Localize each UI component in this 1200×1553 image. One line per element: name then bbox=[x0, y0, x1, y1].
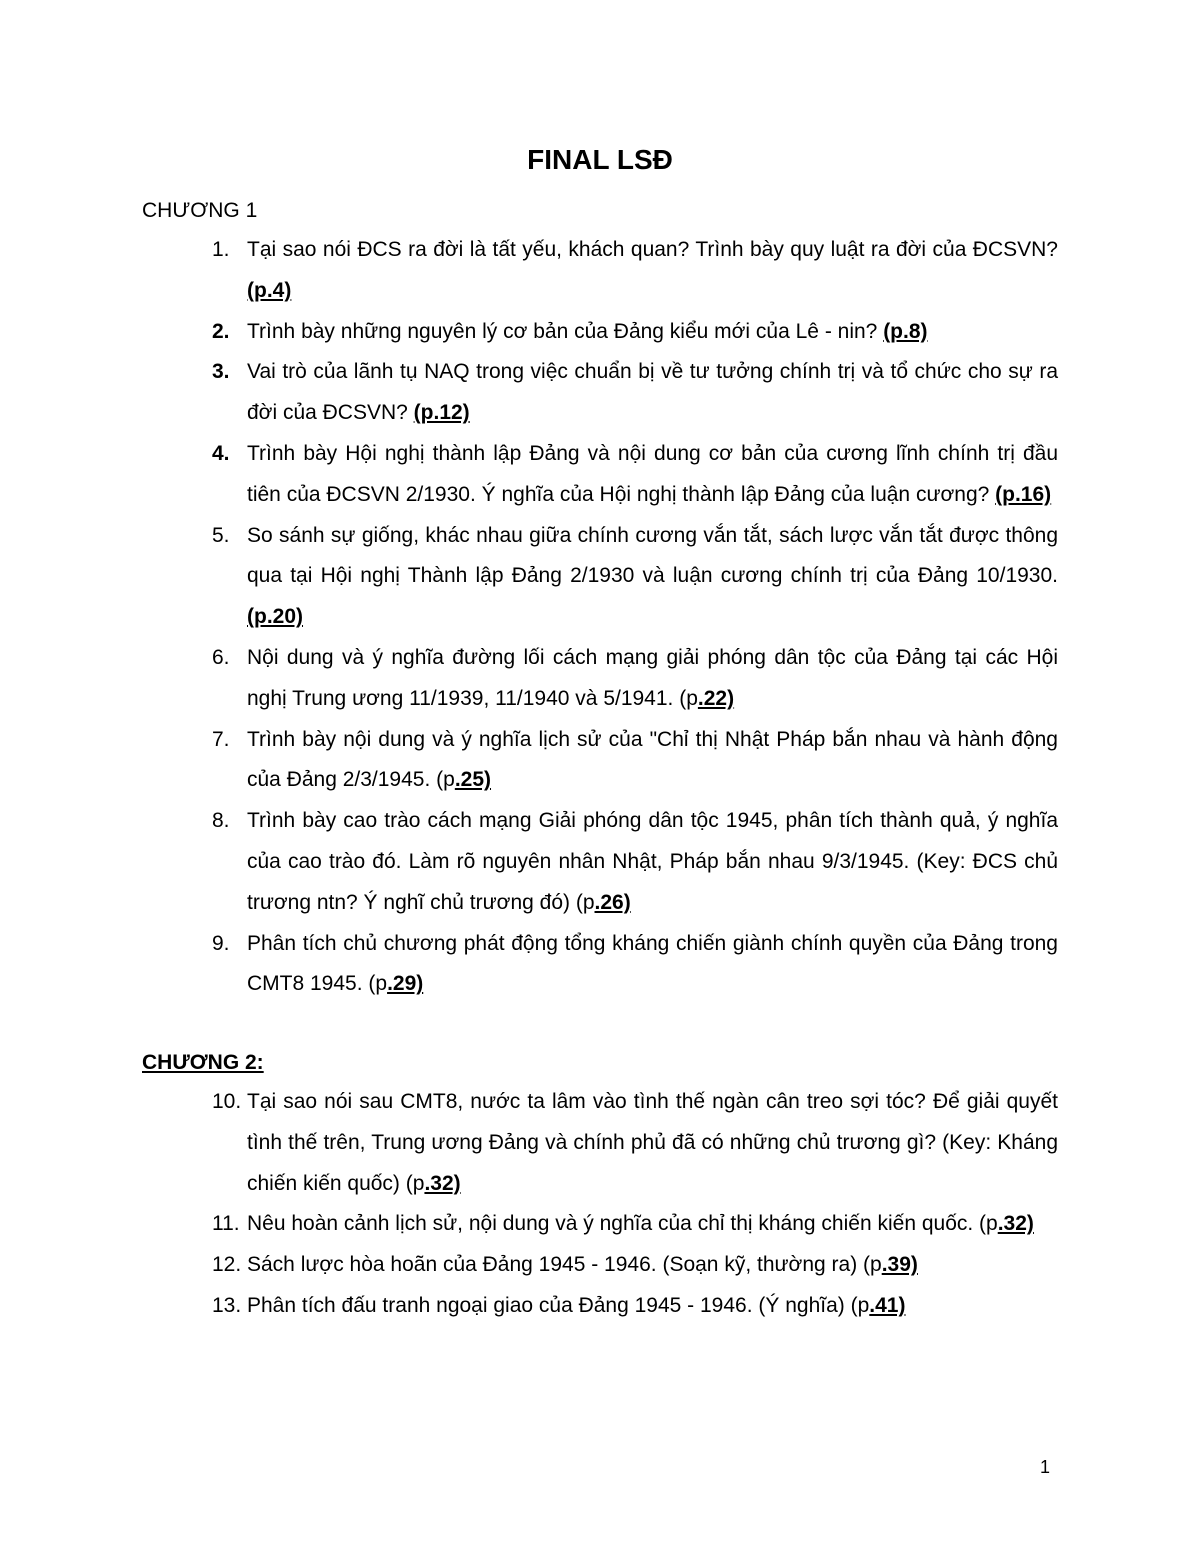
page-number: 1 bbox=[1040, 1457, 1051, 1477]
page-reference: .25) bbox=[454, 768, 492, 792]
question-text: So sánh sự giống, khác nhau giữa chính cương vắn tắt, sách lược vắn tắt được thông qua tại Hội nghị Thành lập Đảng 2/1930 và luận cương chính trị của Đảng 10/1930. bbox=[247, 523, 1058, 588]
page-title: FINAL LSĐ bbox=[527, 144, 673, 175]
question-item bbox=[212, 720, 1058, 802]
page-reference: (p.20) bbox=[247, 605, 304, 629]
page-reference: (p.12) bbox=[413, 401, 470, 425]
question-number: 12. bbox=[212, 1253, 242, 1277]
question-text: Sách lược hòa hoãn của Đảng 1945 - 1946. (Soạn kỹ, thường ra) (p bbox=[247, 1253, 882, 1277]
page-reference: .39) bbox=[881, 1253, 918, 1277]
question-item bbox=[212, 924, 1058, 1006]
question-text: Trình bày Hội nghị thành lập Đảng và nội dung cơ bản của cương lĩnh chính trị đầu tiên của ĐCSVN 2/1930. Ý nghĩa của Hội nghị thành lập Đảng của luận cương? bbox=[247, 441, 1058, 506]
question-text: Nội dung và ý nghĩa đường lối cách mạng giải phóng dân tộc của Đảng tại các Hội nghị Trung ương 11/1939, 11/1940 và 5/1941. (p bbox=[247, 645, 1058, 710]
question-text: Trình bày những nguyên lý cơ bản của Đảng kiểu mới của Lê - nin? bbox=[247, 319, 884, 343]
question-list bbox=[212, 230, 1058, 1005]
page-reference: (p.16) bbox=[995, 482, 1052, 506]
question-number: 5. bbox=[212, 523, 230, 547]
page-reference: (p.4) bbox=[247, 278, 292, 302]
question-item bbox=[212, 516, 1058, 638]
question-item bbox=[212, 638, 1058, 720]
question-number: 8. bbox=[212, 809, 230, 833]
question-text: Trình bày cao trào cách mạng Giải phóng dân tộc 1945, phân tích thành quả, ý nghĩa của cao trào đó. Làm rõ nguyên nhân Nhật, Pháp bắn nhau 9/3/1945. (Key: ĐCS chủ trương ntn? Ý nghĩ chủ trương đó) (p bbox=[247, 809, 1058, 914]
page-reference: .32) bbox=[997, 1212, 1034, 1236]
question-text: Vai trò của lãnh tụ NAQ trong việc chuẩn bị về tư tưởng chính trị và tổ chức cho sự ra đời của ĐCSVN? bbox=[247, 360, 1058, 425]
question-number: 6. bbox=[212, 645, 230, 669]
question-number: 13. bbox=[212, 1293, 242, 1317]
question-number: 2. bbox=[212, 319, 230, 343]
question-item bbox=[212, 352, 1058, 434]
question-number: 7. bbox=[212, 727, 230, 751]
page-reference: .22) bbox=[697, 686, 735, 710]
question-item bbox=[212, 1245, 1058, 1286]
page-reference: .32) bbox=[424, 1171, 461, 1195]
question-number: 9. bbox=[212, 931, 230, 955]
question-item bbox=[212, 230, 1058, 312]
question-item bbox=[212, 434, 1058, 516]
question-item bbox=[212, 1286, 1058, 1327]
question-text: Nêu hoàn cảnh lịch sử, nội dung và ý nghĩa của chỉ thị kháng chiến kiến quốc. (p bbox=[247, 1212, 998, 1236]
chapter-heading: CHƯƠNG 2: bbox=[142, 1051, 264, 1074]
question-number: 1. bbox=[212, 238, 230, 261]
page-reference: (p.8) bbox=[883, 319, 928, 343]
question-text: Phân tích đấu tranh ngoại giao của Đảng 1945 - 1946. (Ý nghĩa) (p bbox=[247, 1293, 870, 1317]
question-number: 11. bbox=[212, 1212, 240, 1236]
question-number: 10. bbox=[212, 1090, 242, 1113]
question-item bbox=[212, 801, 1058, 923]
page-reference: .26) bbox=[594, 890, 631, 914]
chapter-heading: CHƯƠNG 1 bbox=[142, 199, 258, 222]
question-text: Tại sao nói ĐCS ra đời là tất yếu, khách quan? Trình bày quy luật ra đời của ĐCSVN? bbox=[247, 238, 1058, 261]
question-item bbox=[212, 312, 1058, 353]
question-text: Trình bày nội dung và ý nghĩa lịch sử của "Chỉ thị Nhật Pháp bắn nhau và hành động của Đảng 2/3/1945. (p bbox=[247, 727, 1058, 792]
question-text: Phân tích chủ chương phát động tổng kháng chiến giành chính quyền của Đảng trong CMT8 1945. (p bbox=[247, 931, 1058, 996]
page-reference: .41) bbox=[869, 1293, 906, 1317]
question-item bbox=[212, 1204, 1058, 1245]
question-item bbox=[212, 1082, 1058, 1204]
question-number: 4. bbox=[212, 441, 230, 465]
question-text: Tại sao nói sau CMT8, nước ta lâm vào tình thế ngàn cân treo sợi tóc? Để giải quyết tình thế trên, Trung ương Đảng và chính phủ đã có những chủ trương gì? (Key: Kháng chiến kiến quốc) (p bbox=[247, 1090, 1058, 1195]
question-list bbox=[212, 1082, 1058, 1327]
page-reference: .29) bbox=[387, 972, 424, 996]
question-number: 3. bbox=[212, 360, 230, 384]
